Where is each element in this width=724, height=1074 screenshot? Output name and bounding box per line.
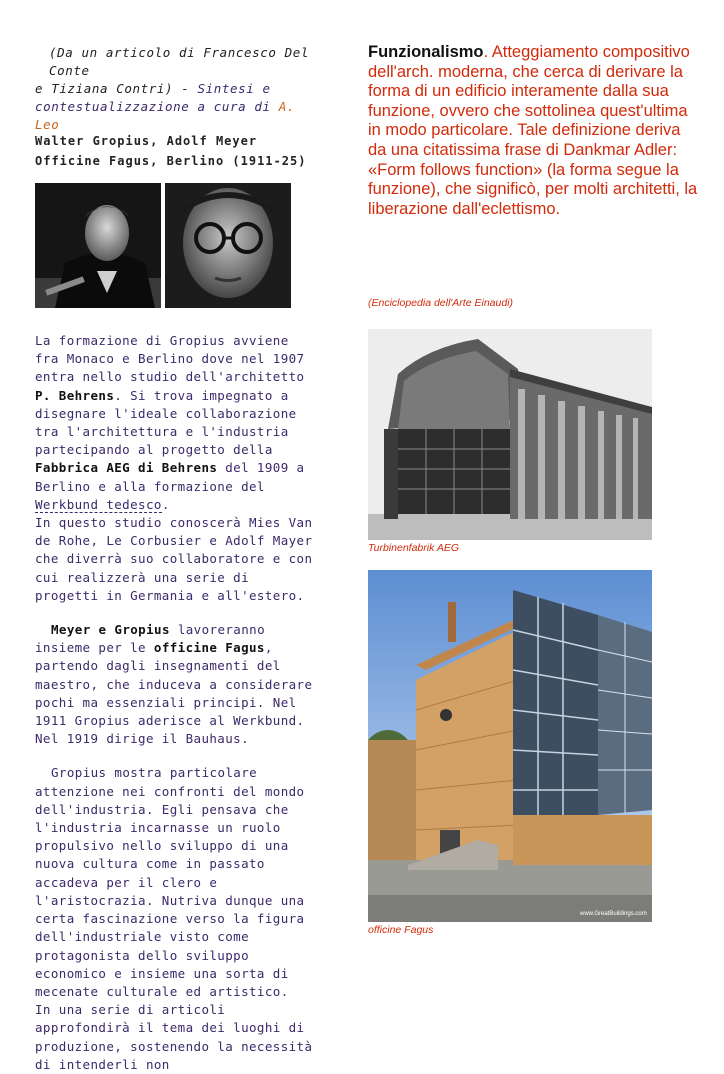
officine-fagus-photo — [368, 570, 652, 922]
source-curation: contestualizzazione a cura di — [35, 99, 279, 114]
paragraph-studio: In questo studio conoscerà Mies Van de Rohe, Le Corbusier e Adolf Mayer che diverrà suo collaboratore e con cui realizzerà una serie di progetti in Germania e all'estero. — [35, 515, 313, 603]
aeg-factory-name: Fabbrica AEG di Behrens — [35, 460, 218, 476]
source-line-3 — [35, 98, 325, 134]
source-line-1: (Da un articolo di Francesco Del Conte — [49, 45, 310, 78]
source-synthesis: Sintesi e — [197, 81, 271, 96]
meyer-gropius-name: Meyer e Gropius — [51, 622, 170, 638]
aeg-caption: Turbinenfabrik AEG — [368, 542, 460, 554]
source-line-2 — [35, 80, 325, 98]
greatbuildings-watermark: www.GreatBuildings.com — [580, 911, 647, 917]
paragraph-industry: Gropius mostra particolare attenzione nei confronti del mondo dell'industria. Egli pensava che l'industria incarnasse un ruolo propulsivo nello sviluppo di una nuova cultura come in passato accadeva per il clero e l'aristocrazia. Nutriva dunque una certa fascinazione verso la figura dell'industriale visto come protagonista dello sviluppo economico e insieme una sorta di mecenate culturale ed artistico. — [35, 765, 305, 999]
text-run: lavoreranno insieme per le — [35, 622, 265, 656]
paragraph-articles: In una serie di articoli approfondirà il tema dei luoghi di produzione, sostenendo la necessità di intenderli non — [35, 1002, 313, 1072]
gropius-portrait-photo — [35, 183, 161, 308]
definition-citation: (Enciclopedia dell'Arte Einaudi) — [368, 297, 514, 309]
meyer-portrait-photo — [165, 183, 291, 308]
text-run: . Si trova impegnato a disegnare l'ideale collaborazione tra l'architettura e l'industria partecipando al progetto della — [35, 387, 297, 458]
paragraph-formation — [35, 332, 320, 514]
architects-line: Walter Gropius, Adolf Meyer — [35, 134, 258, 148]
article-title — [35, 131, 325, 171]
fagus-name: officine Fagus — [153, 640, 265, 656]
text-run: , partendo dagli insegnamenti del maestro, che induceva a considerare pochi ma essenziali principi. Nel 1911 Gropius aderisce al Werkbund. Nel 1919 dirige il Bauhaus. — [35, 640, 313, 747]
funzionalismo-text: . Atteggiamento compositivo dell'arch. moderna, che cerca di derivare la forma di un edificio interamente dalla sua funzione, ovvero che sottolinea quest'ultima in modo particolare. Tale definizione deriva da una citatissima frase di Dankmar Adler: «Form follows function» (la forma segue la funzione), che significò, per molti architetti, la liberazione dall'eclettismo. — [368, 43, 698, 218]
funzionalismo-definition — [368, 43, 698, 219]
source-authors: e Tiziana Contri) - — [35, 81, 198, 96]
werkbund-link[interactable]: Werkbund tedesco — [35, 496, 162, 512]
fagus-caption: officine Fagus — [368, 924, 434, 936]
text-run: del 1909 a Berlino e alla formazione del — [35, 460, 305, 494]
text-run: . — [161, 496, 170, 512]
article-source — [35, 44, 325, 134]
turbinenfabrik-aeg-photo — [368, 329, 652, 540]
behrens-name: P. Behrens — [35, 387, 115, 403]
building-line: Officine Fagus, Berlino (1911-25) — [35, 154, 307, 168]
paragraph-meyer-gropius — [35, 621, 320, 748]
curator-name: A. Leo — [35, 99, 296, 132]
article-body — [35, 332, 320, 1074]
funzionalismo-term: Funzionalismo — [368, 43, 484, 61]
text-run: La formazione di Gropius avviene fra Monaco e Berlino dove nel 1907 entra nello studio dell'architetto — [35, 333, 305, 385]
